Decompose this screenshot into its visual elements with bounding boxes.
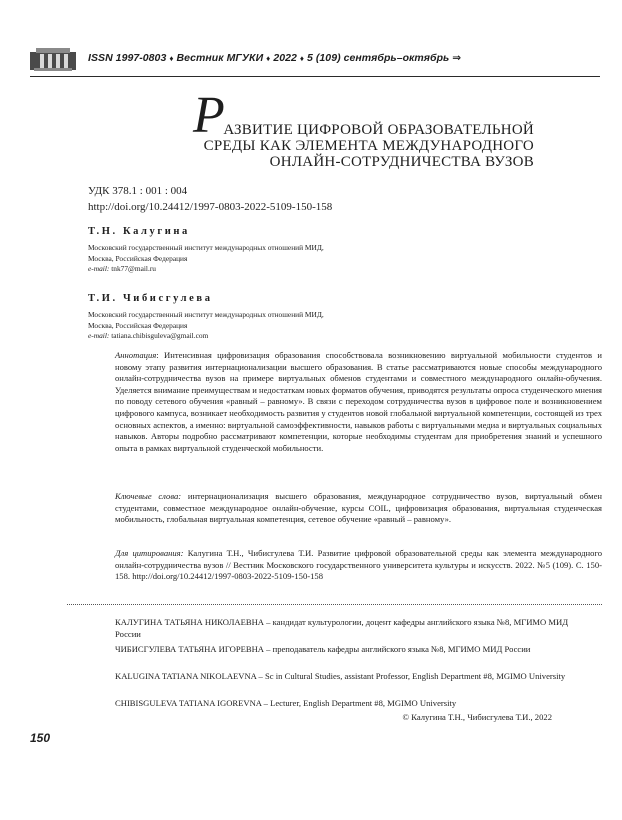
author-name: Т.И. Чибисгулева <box>88 293 213 304</box>
author-bio: KALUGINA TATIANA NIKOLAEVNA – Sc in Cultural Studies, assistant Professor, English Department #8, MGIMO University <box>115 671 566 681</box>
email-label: e-mail: <box>88 264 110 273</box>
author-email[interactable]: tnk77@mail.ru <box>111 264 156 273</box>
separator-icon: ♦ <box>299 54 305 63</box>
journal-name: Вестник МГУКИ <box>176 52 264 64</box>
citation-text: Калугина Т.Н., Чибисгулева Т.И. Развитие цифровой образовательной среды как элемента международного онлайн-сотрудничества вузов // Вестник Московского государственного университета культуры и искусств. 2022. №5 (109). С. 150-158. http://doi.org/10.24412/1997-0803-2022-5109-150-158 <box>115 548 602 582</box>
email-label: e-mail: <box>88 331 110 340</box>
author-name: Т.Н. Калугина <box>88 226 190 237</box>
dotted-divider <box>67 604 602 605</box>
doi-link[interactable]: http://doi.org/10.24412/1997-0803-2022-5109-150-158 <box>88 201 333 213</box>
udc-code: УДК 378.1 : 001 : 004 <box>88 185 188 197</box>
keywords-label: Ключевые слова: <box>115 491 182 501</box>
journal-header <box>88 52 461 64</box>
author-email-line <box>88 264 324 275</box>
title-drop-cap: Р <box>193 87 225 144</box>
title-line: СРЕДЫ КАК ЭЛЕМЕНТА МЕЖДУНАРОДНОГО <box>203 138 534 154</box>
keywords <box>115 491 602 526</box>
issn: ISSN 1997-0803 <box>88 52 167 64</box>
author-affiliation <box>88 243 324 275</box>
journal-year: 2022 <box>273 52 297 64</box>
author-email[interactable]: tatiana.chibisguleva@gmail.com <box>111 331 209 340</box>
author-bio: CHIBISGULEVA TATIANA IGOREVNA – Lecturer, English Department #8, MGIMO University <box>115 698 457 708</box>
title-line: ОНЛАЙН-СОТРУДНИЧЕСТВА ВУЗОВ <box>269 154 534 170</box>
author-city: Москва, Российская Федерация <box>88 253 188 263</box>
journal-issue: 5 (109) сентябрь–октябрь ⇒ <box>307 52 462 64</box>
citation <box>115 548 602 583</box>
author-city: Москва, Российская Федерация <box>88 320 188 330</box>
author-bio: ЧИБИСГУЛЕВА ТАТЬЯНА ИГОРЕВНА – преподаватель кафедры английского языка №8, МГИМО МИД России <box>115 644 531 654</box>
author-institution: Московский государственный институт международных отношений МИД, <box>88 243 324 252</box>
citation-label: Для цитирования: <box>115 548 184 558</box>
journal-logo <box>29 46 77 74</box>
author-affiliation <box>88 310 324 342</box>
header-rule <box>30 76 600 77</box>
separator-icon: ♦ <box>266 54 271 63</box>
page-number: 150 <box>30 731 51 745</box>
copyright: © Калугина Т.Н., Чибисгулева Т.И., 2022 <box>402 712 552 722</box>
abstract-label: Аннотация <box>115 350 157 360</box>
keywords-text: интернационализация высшего образования, международное сотрудничество вузов, виртуальный обмен студентами, совместное международное онлайн-обучение, курсы COIL, цифровизация образования, виртуальная студенческая мобильность, глобальная виртуальная компетенция, сетевое обучение «равный – равному». <box>115 491 602 525</box>
author-bio: КАЛУГИНА ТАТЬЯНА НИКОЛАЕВНА – кандидат культурологии, доцент кафедры английского языка №8, МГИМО МИД России <box>115 617 569 639</box>
author-institution: Московский государственный институт международных отношений МИД, <box>88 310 324 319</box>
abstract <box>115 350 602 454</box>
title-line: АЗВИТИЕ ЦИФРОВОЙ ОБРАЗОВАТЕЛЬНОЙ <box>223 122 534 138</box>
abstract-text: : Интенсивная цифровизация образования способствовала возникновению виртуальной мобильности студентов и новому этапу развития интернационализации высшего образования. В статье рассматриваются новые способы международного онлайн-сотрудничества вузов на примере виртуальных обменов студентами и совместного международного онлайн-обучения. Уделяется внимание преимуществам и недостаткам новых форматов обучения, приводятся результаты опроса студенческого мнения по поводу сетевого обучения «равный – равному». В связи с переходом сотрудничества вузов в цифровое поле и возникновением цифрового кампуса, возникает необходимость развития у студентов новой глобальной виртуальной компетенции, состоящей из трех основных аспектов, а именно: виртуальной самоэффективности, навыков работы с виртуальными медиа и виртуальных социальных навыков. Авторы подробно рассматривают компетенции, которые необходимы студентам для приобретения знаний и успешного опыта в рамках виртуальной студенческой мобильности. <box>115 350 602 453</box>
author-email-line <box>88 331 324 342</box>
separator-icon: ♦ <box>169 54 174 63</box>
